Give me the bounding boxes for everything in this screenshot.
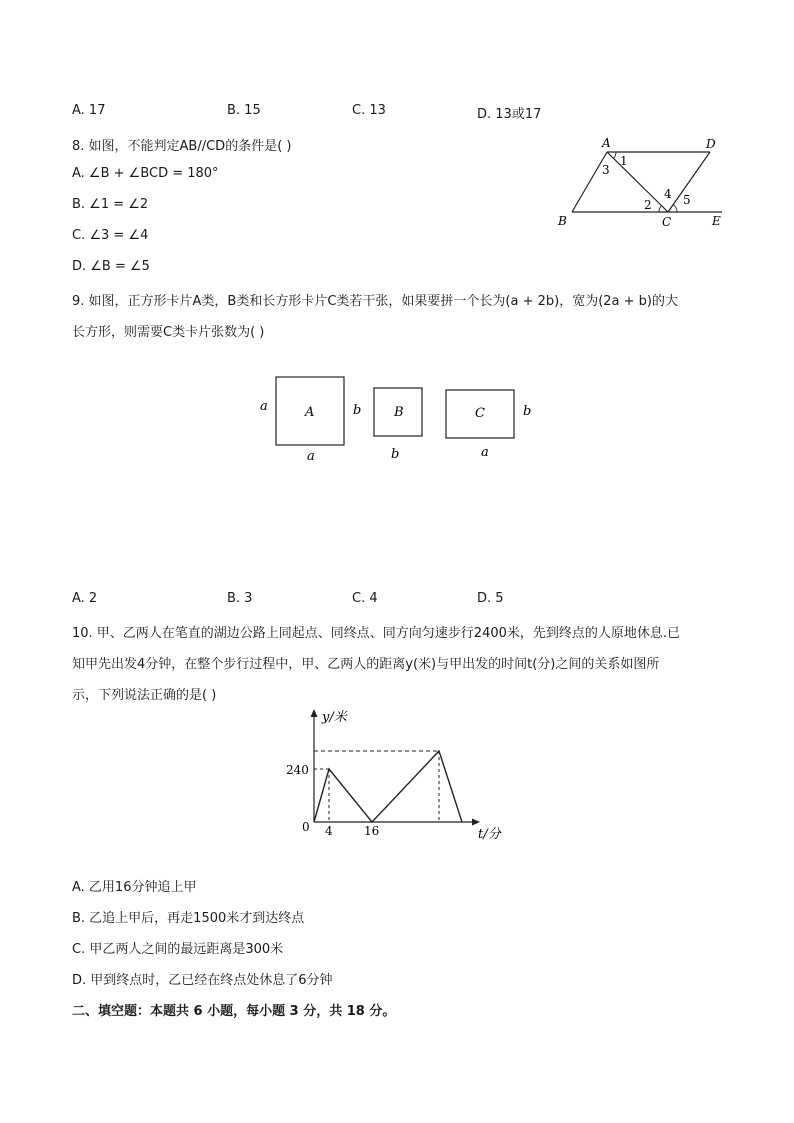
section2-heading: 二、填空题：本题共 6 小题，每小题 3 分，共 18 分。	[72, 1004, 396, 1019]
line-ab	[572, 152, 607, 212]
y-tick-240: 240	[286, 763, 309, 777]
origin-label: 0	[302, 820, 310, 834]
q10-stem-line3: 示，下列说法正确的是( )	[72, 688, 217, 703]
point-label-a: A	[602, 136, 611, 150]
angle-label-3: 3	[602, 163, 610, 177]
q9-stem-line1: 9. 如图，正方形卡片A类，B类和长方形卡片C类若干张，如果要拼一个长为(a + 2b)，宽为(2a + b)的大	[72, 294, 679, 309]
x-axis-arrow	[472, 819, 480, 826]
point-label-e: E	[712, 214, 721, 228]
angle-arc-1	[613, 152, 616, 158]
q9-option-d: D. 5	[477, 591, 504, 606]
card-c-bottom-side: a	[481, 445, 489, 460]
distance-line	[314, 751, 462, 822]
point-label-b: B	[558, 214, 567, 228]
y-axis-arrow	[311, 709, 318, 717]
card-b-bottom-side: b	[391, 447, 400, 462]
angle-arc-4	[673, 205, 677, 213]
card-a-bottom-side: a	[307, 449, 315, 464]
card-a-right-side: b	[353, 403, 362, 418]
line-ac	[607, 152, 668, 212]
y-axis-label: y/米	[322, 710, 347, 725]
card-c-label: C	[475, 406, 485, 421]
q10-option-a: A. 乙用16分钟追上甲	[72, 880, 197, 895]
x-axis-label: t/分	[478, 827, 501, 842]
angle-label-1: 1	[620, 154, 628, 168]
q10-stem-line2: 知甲先出发4分钟，在整个步行过程中，甲、乙两人的距离y(米)与甲出发的时间t(分)之间的关系如图所	[72, 657, 660, 672]
q7-option-b: B. 15	[227, 103, 261, 118]
q7-option-c: C. 13	[352, 103, 386, 118]
x-tick-4: 4	[325, 824, 333, 838]
angle-arc-2	[659, 206, 662, 212]
angle-label-4: 4	[664, 187, 672, 201]
q8-parallelogram-figure	[550, 132, 730, 232]
q9-stem-line2: 长方形，则需要C类卡片张数为( )	[72, 325, 265, 340]
q10-distance-time-graph	[280, 705, 520, 845]
q10-stem-line1: 10. 甲、乙两人在笔直的湖边公路上同起点、同终点、同方向匀速步行2400米，先到终点的人原地休息.已	[72, 626, 681, 641]
q8-option-d: D. ∠B = ∠5	[72, 259, 150, 274]
q9-option-a: A. 2	[72, 591, 98, 606]
q7-option-a: A. 17	[72, 103, 106, 118]
q10-option-d: D. 甲到终点时，乙已经在终点处休息了6分钟	[72, 973, 333, 988]
point-label-d: D	[706, 137, 716, 151]
point-label-c: C	[662, 215, 672, 229]
q8-option-b: B. ∠1 = ∠2	[72, 197, 149, 212]
angle-label-2: 2	[644, 198, 652, 212]
q8-stem: 8. 如图，不能判定AB//CD的条件是( )	[72, 139, 292, 154]
card-b-label: B	[394, 405, 404, 420]
q9-option-c: C. 4	[352, 591, 378, 606]
q9-cards-figure	[250, 368, 540, 468]
q10-option-b: B. 乙追上甲后，再走1500米才到达终点	[72, 911, 305, 926]
q7-option-d: D. 13或17	[477, 107, 542, 122]
angle-label-5: 5	[683, 193, 691, 207]
q10-option-c: C. 甲乙两人之间的最远距离是300米	[72, 942, 284, 957]
q8-option-a: A. ∠B + ∠BCD = 180°	[72, 166, 219, 181]
x-tick-16: 16	[364, 824, 380, 838]
card-a-label: A	[305, 405, 315, 420]
q8-option-c: C. ∠3 = ∠4	[72, 228, 149, 243]
q9-option-b: B. 3	[227, 591, 253, 606]
card-c-right-side: b	[523, 404, 532, 419]
card-a-left-side: a	[260, 399, 268, 414]
